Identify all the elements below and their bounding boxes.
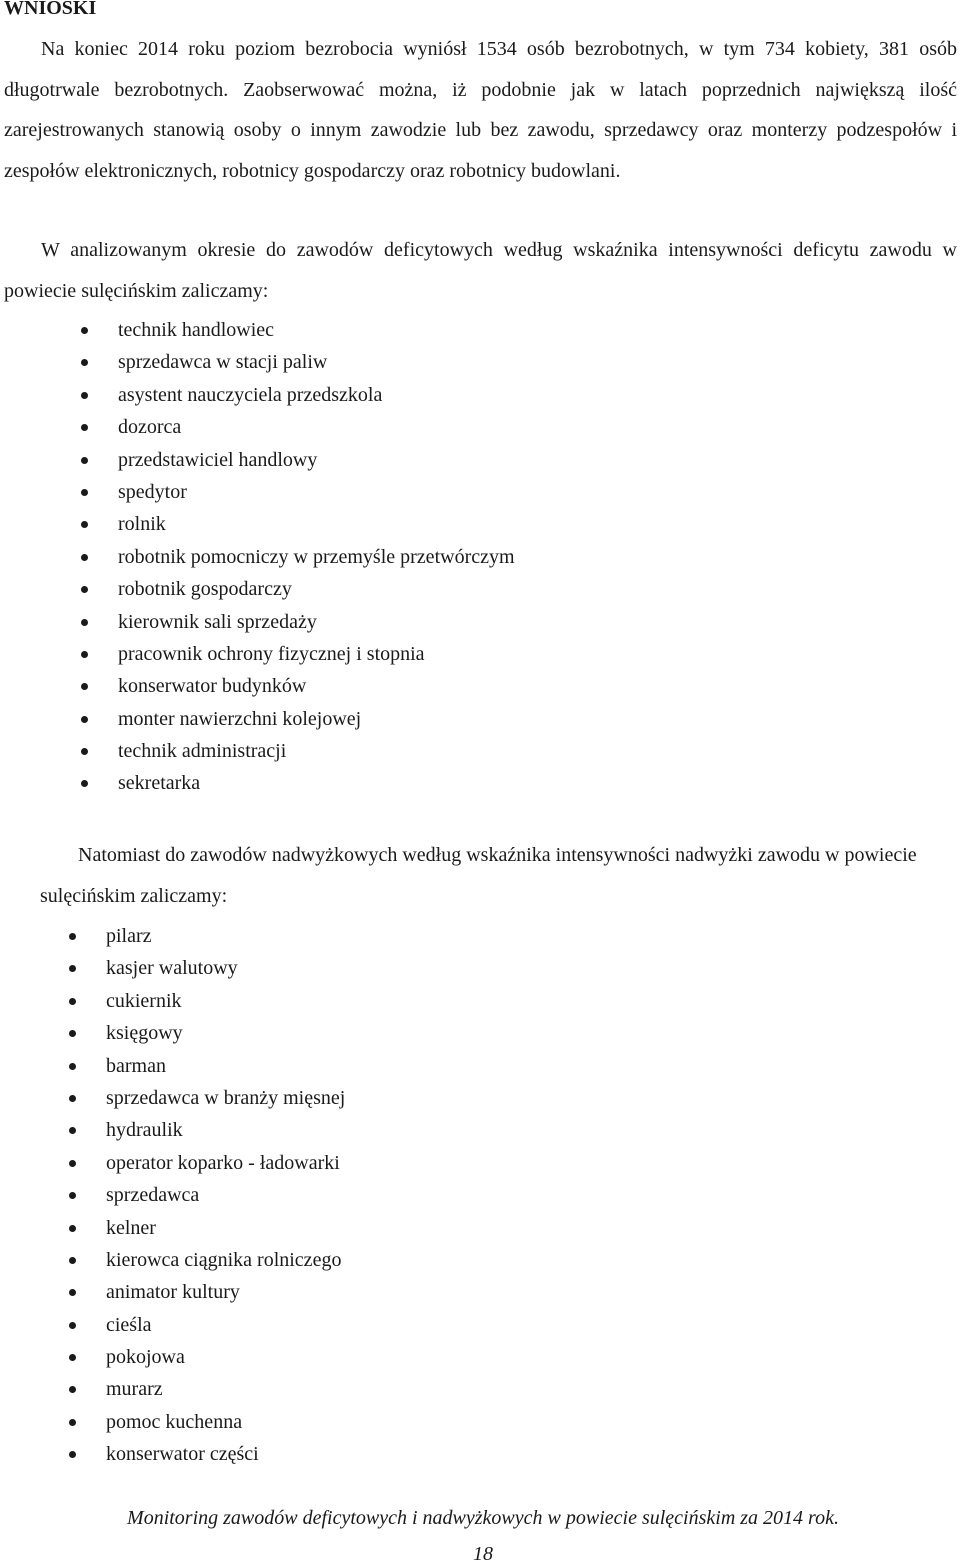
bullet-icon: [81, 586, 88, 593]
list-item-label: monter nawierzchni kolejowej: [118, 707, 362, 730]
bullet-icon: [81, 359, 88, 366]
list-item: [0, 952, 345, 984]
bullet-icon: [69, 1386, 76, 1393]
bullet-icon: [69, 1063, 76, 1070]
bullet-icon: [81, 554, 88, 561]
list-item-label: asystent nauczyciela przedszkola: [118, 383, 383, 406]
list-item: [0, 638, 515, 670]
list-item-label: kierownik sali sprzedaży: [118, 610, 317, 633]
list-item-label: sprzedawca w branży mięsnej: [106, 1086, 346, 1109]
list-item-label: robotnik gospodarczy: [118, 578, 292, 601]
surplus-occupations-list: [0, 920, 345, 1471]
list-item: [0, 1017, 345, 1049]
bullet-icon: [81, 683, 88, 690]
bullet-icon: [69, 1192, 76, 1199]
list-item-label: sprzedawca: [106, 1184, 200, 1207]
list-item-label: pokojowa: [106, 1346, 185, 1369]
page-number: 18: [473, 1543, 493, 1565]
bullet-icon: [81, 748, 88, 755]
list-item-label: sekretarka: [118, 772, 201, 795]
bullet-icon: [69, 933, 76, 940]
list-item: [0, 1373, 345, 1405]
footer-title: Monitoring zawodów deficytowych i nadwyżkowych w powiecie sulęcińskim za 2014 rok.: [127, 1507, 839, 1529]
list-item: [0, 985, 345, 1017]
bullet-icon: [69, 1225, 76, 1232]
deficit-intro-paragraph: W analizowanym okresie do zawodów deficytowych według wskaźnika intensywności deficytu zawodu w powiecie sulęcińskim zaliczamy:: [4, 239, 957, 302]
list-item: [0, 1179, 345, 1211]
bullet-icon: [69, 1127, 76, 1134]
list-item: [0, 1147, 345, 1179]
summary-paragraph: Na koniec 2014 roku poziom bezrobocia wyniósł 1534 osób bezrobotnych, w tym 734 kobiety, 381 osób długotrwale bezrobotnych. Zaobserwować można, iż podobnie jak w latach poprzednich największą ilość zarejestrowanych stanowią osoby o innym zawodzie lub bez zawodu, sprzedawcy oraz monterzy podzespołów i zespołów elektronicznych, robotnicy gospodarczy oraz robotnicy budowlani.: [4, 38, 957, 182]
list-item-label: hydraulik: [106, 1119, 183, 1142]
list-item: [0, 541, 515, 573]
list-item: [0, 1309, 345, 1341]
bullet-icon: [81, 457, 88, 464]
deficit-occupations-list: [0, 314, 515, 800]
list-item: [0, 1114, 345, 1146]
list-item-label: konserwator budynków: [118, 675, 307, 698]
list-item-label: przedstawiciel handlowy: [118, 448, 318, 471]
list-item-label: spedytor: [118, 480, 187, 503]
list-item-label: animator kultury: [106, 1281, 240, 1304]
list-item-label: operator koparko - ładowarki: [106, 1151, 340, 1174]
bullet-icon: [69, 965, 76, 972]
list-item-label: dozorca: [118, 416, 182, 439]
list-item: [0, 411, 515, 443]
list-item-label: robotnik pomocniczy w przemyśle przetwórczym: [118, 545, 515, 568]
list-item: [0, 1050, 345, 1082]
bullet-icon: [81, 716, 88, 723]
list-item-label: technik administracji: [118, 740, 287, 763]
list-item-label: sprzedawca w stacji paliw: [118, 351, 328, 374]
list-item-label: pilarz: [106, 925, 152, 947]
list-item-label: cukiernik: [106, 989, 182, 1012]
bullet-icon: [69, 1257, 76, 1264]
list-item: [0, 1276, 345, 1308]
list-item-label: kelner: [106, 1216, 156, 1239]
bullet-icon: [81, 424, 88, 431]
bullet-icon: [81, 651, 88, 658]
bullet-icon: [69, 1419, 76, 1426]
bullet-icon: [69, 1289, 76, 1296]
list-item-label: kierowca ciągnika rolniczego: [106, 1248, 342, 1271]
surplus-intro-paragraph: Natomiast do zawodów nadwyżkowych według wskaźnika intensywności nadwyżki zawodu w powiecie sulęcińskim zaliczamy:: [40, 844, 917, 907]
list-item: [0, 606, 515, 638]
list-item-label: murarz: [106, 1378, 163, 1401]
list-item: [0, 1341, 345, 1373]
list-item: [0, 703, 515, 735]
bullet-icon: [81, 521, 88, 528]
bullet-icon: [81, 489, 88, 496]
bullet-icon: [69, 1322, 76, 1329]
bullet-icon: [69, 1095, 76, 1102]
list-item: [0, 1406, 345, 1438]
list-item-label: rolnik: [118, 513, 166, 536]
list-item-label: barman: [106, 1054, 166, 1077]
list-item: [0, 444, 515, 476]
bullet-icon: [81, 327, 88, 334]
list-item-label: pracownik ochrony fizycznej i stopnia: [118, 642, 425, 665]
list-item: [0, 920, 345, 952]
list-item: [0, 314, 515, 346]
list-item: [0, 1244, 345, 1276]
bullet-icon: [69, 1354, 76, 1361]
bullet-icon: [81, 392, 88, 399]
list-item: [0, 735, 515, 767]
list-item: [0, 670, 515, 702]
list-item-label: technik handlowiec: [118, 319, 275, 341]
bullet-icon: [69, 1030, 76, 1037]
bullet-icon: [81, 619, 88, 626]
bullet-icon: [81, 780, 88, 787]
list-item: [0, 476, 515, 508]
list-item-label: pomoc kuchenna: [106, 1410, 243, 1433]
list-item-label: księgowy: [106, 1022, 183, 1045]
section-heading: WNIOSKI: [4, 0, 97, 19]
bullet-icon: [69, 1451, 76, 1458]
list-item-label: konserwator części: [106, 1443, 259, 1466]
list-item-label: cieśla: [106, 1313, 152, 1336]
bullet-icon: [69, 998, 76, 1005]
bullet-icon: [69, 1160, 76, 1167]
list-item: [0, 573, 515, 605]
list-item: [0, 346, 515, 378]
list-item: [0, 508, 515, 540]
list-item-label: kasjer walutowy: [106, 957, 238, 980]
list-item: [0, 1438, 345, 1470]
list-item: [0, 379, 515, 411]
list-item: [0, 1082, 345, 1114]
list-item: [0, 767, 515, 799]
list-item: [0, 1212, 345, 1244]
